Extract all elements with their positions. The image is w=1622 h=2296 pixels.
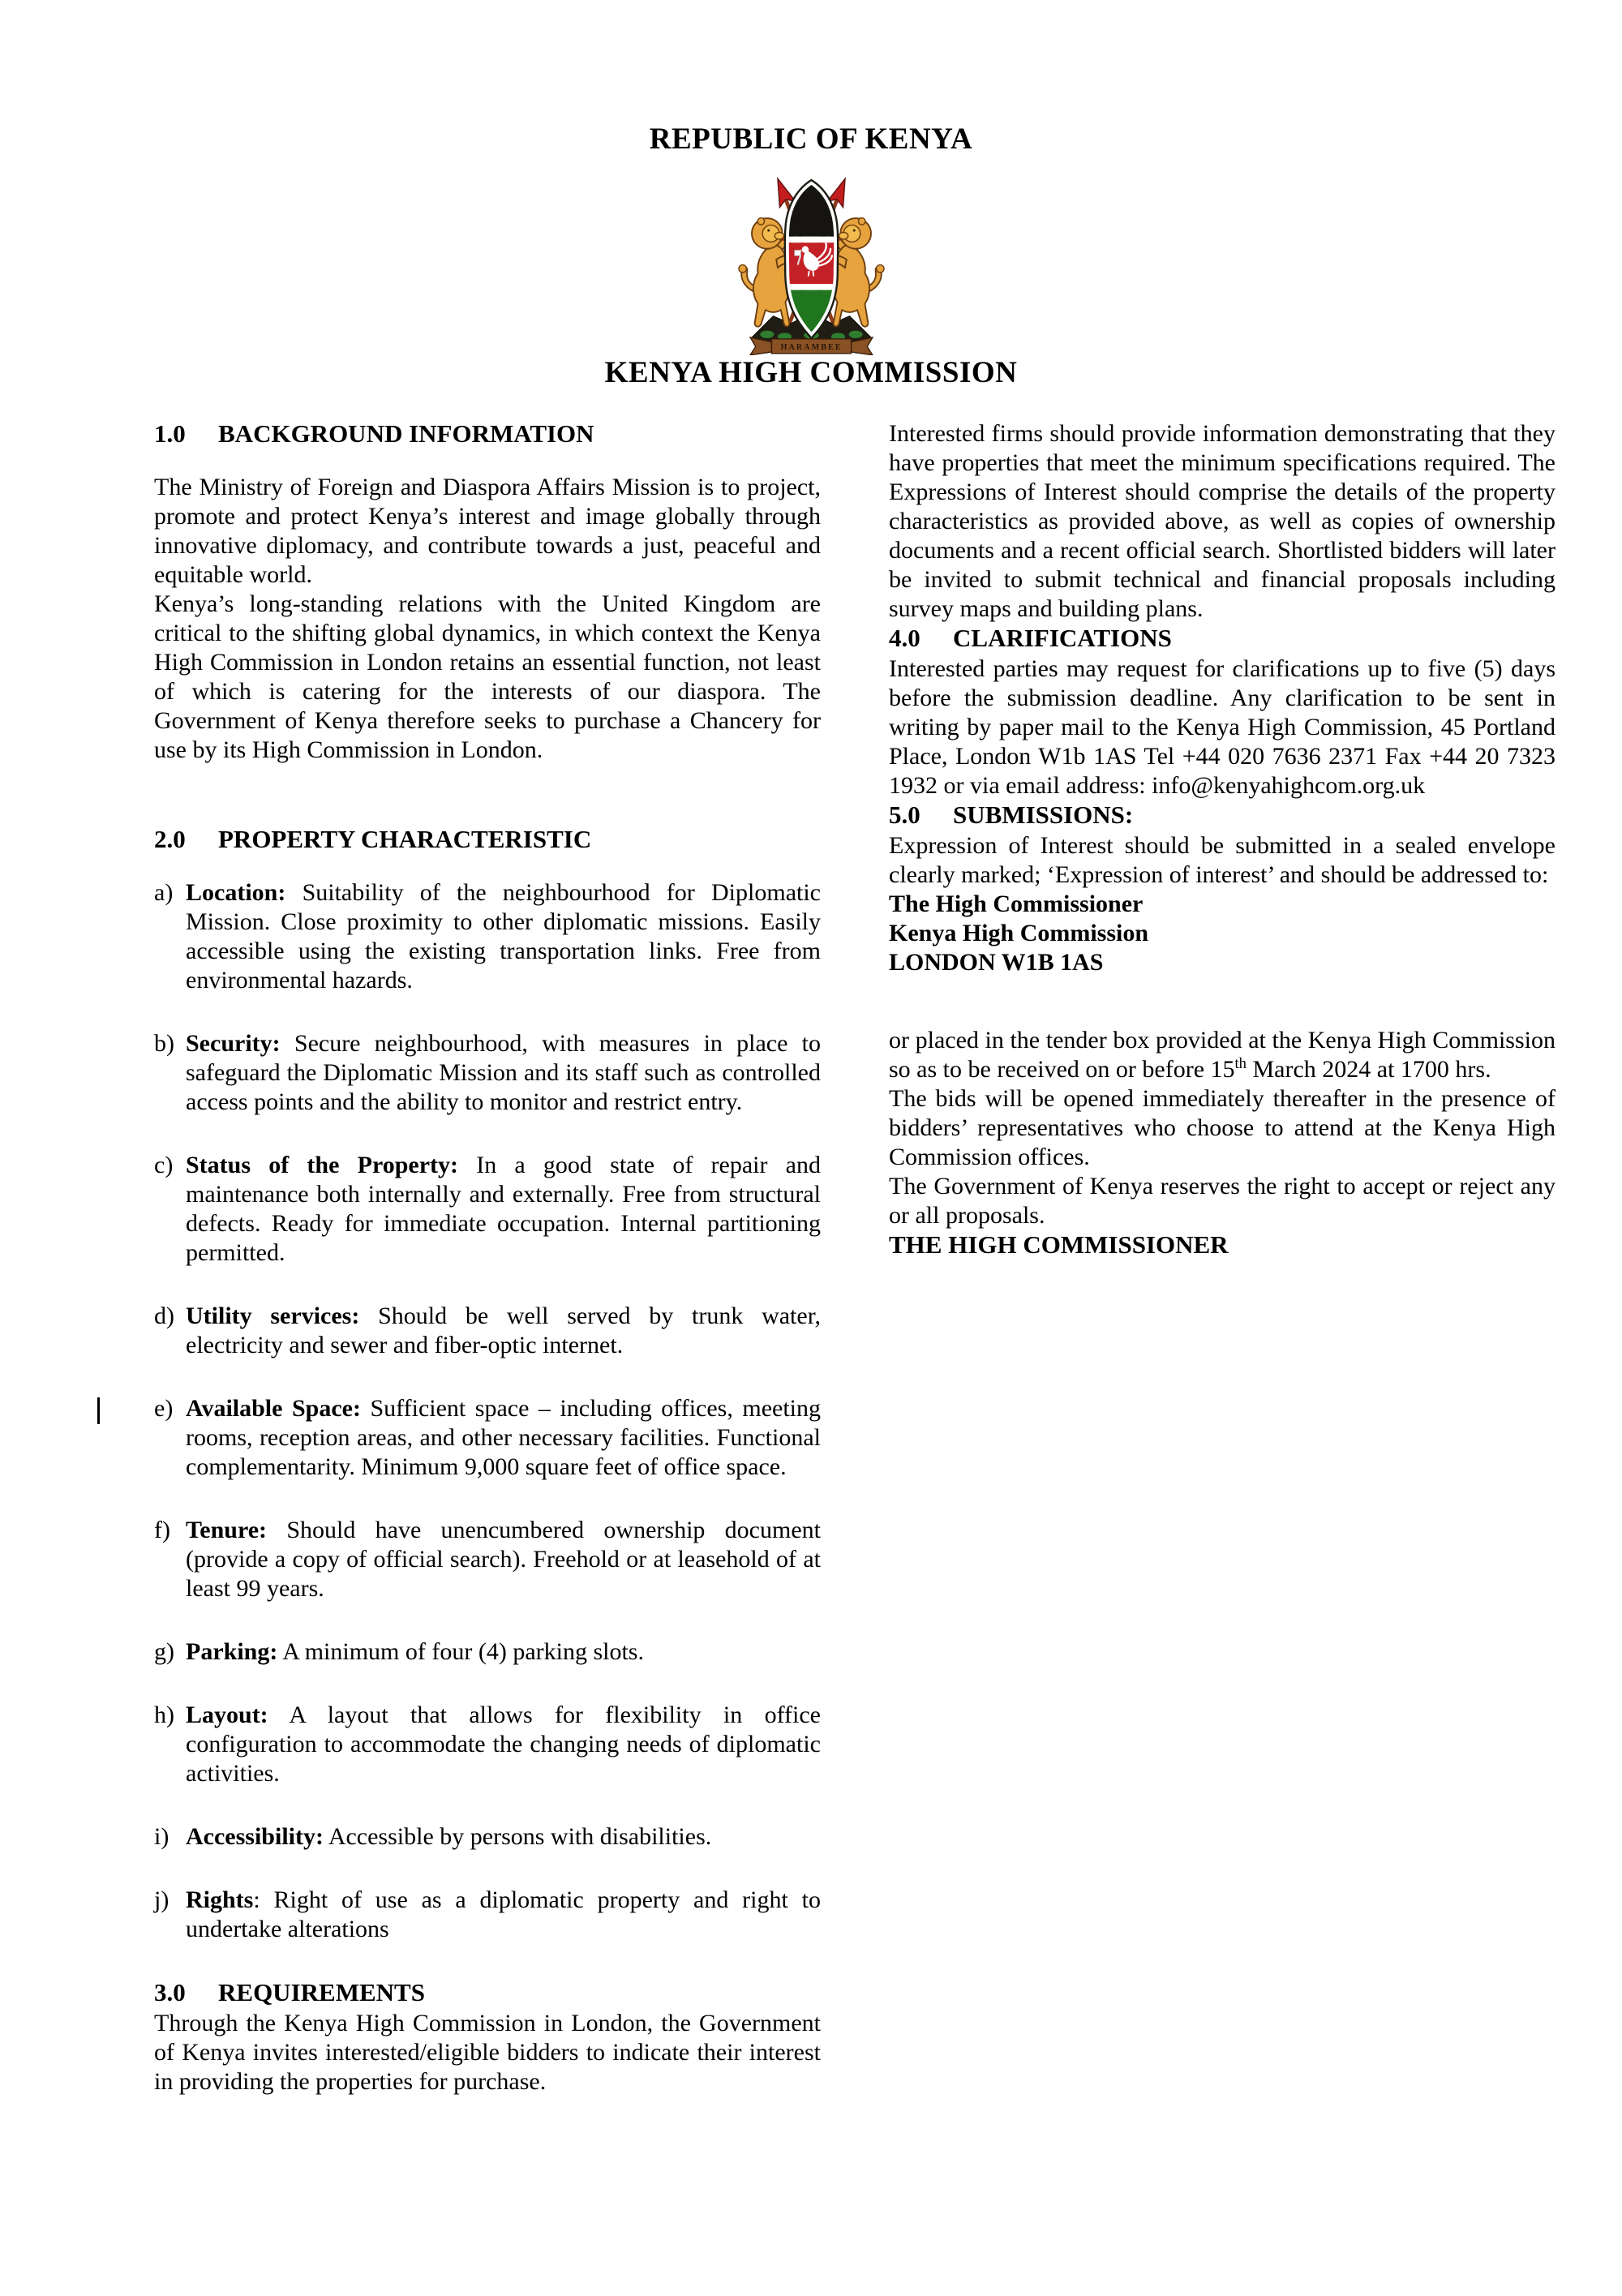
- section-number: 4.0: [889, 624, 920, 652]
- list-item-label: h): [154, 1702, 174, 1728]
- paragraph-interested-firms: Interested firms should provide information demonstrating that they have properties that meet the minimum specifications required. The Expressions of Interest should comprise the details of the property characteristics as provided above, as well as copies of ownership documents and a recent official search. Shortlisted bidders will later be invited to submit technical and financial proposals including survey maps and building plans.: [889, 420, 1555, 622]
- list-item-title: Rights: [186, 1886, 254, 1913]
- kenya-coat-of-arms: [712, 162, 911, 355]
- list-item-title: Layout:: [186, 1702, 268, 1728]
- list-item-title: Utility services:: [186, 1302, 360, 1329]
- list-item-rights: [154, 1886, 821, 1944]
- section-number: 1.0: [154, 419, 186, 448]
- section-heading-requirements: [154, 1978, 821, 2007]
- list-item-label: g): [154, 1638, 174, 1665]
- list-item-text: A minimum of four (4) parking slots.: [277, 1638, 644, 1665]
- list-item-label: f): [154, 1517, 170, 1543]
- address-line-commissioner: The High Commissioner: [889, 891, 1144, 917]
- section-heading-background-information: [154, 419, 821, 448]
- list-item-label: c): [154, 1152, 174, 1178]
- list-item-tenure: [154, 1516, 821, 1603]
- right-column: [889, 419, 1555, 1260]
- list-item-text: Should be well served by trunk water, electricity and sewer and fiber-optic internet.: [186, 1302, 821, 1358]
- section-heading-property-characteristic: [154, 825, 821, 854]
- list-item-title: Parking:: [186, 1638, 278, 1665]
- list-item-title: Security:: [186, 1030, 281, 1057]
- section-heading-clarifications: [889, 624, 1555, 653]
- paragraph-submissions: Expression of Interest should be submitted in a sealed envelope clearly marked; ‘Expression of interest’ and should be addressed to:: [889, 832, 1555, 888]
- list-item-text: In a good state of repair and maintenance both internally and externally. Free from structural defects. Ready for immediate occupation. Internal partitioning permitted.: [186, 1152, 821, 1266]
- list-item-text: Accessible by persons with disabilities.: [323, 1823, 712, 1850]
- list-item-title: Location:: [186, 879, 286, 906]
- list-item-label: d): [154, 1302, 174, 1329]
- list-item-parking: [154, 1637, 821, 1667]
- section-number: 2.0: [154, 825, 186, 853]
- section-heading-submissions: [889, 800, 1555, 830]
- list-item-title: Status of the Property:: [186, 1152, 459, 1178]
- list-item-text: Should have unencumbered ownership document (provide a copy of official search). Freehold or at leasehold of at least 99 years.: [186, 1517, 821, 1602]
- paragraph-rights-reserved: The Government of Kenya reserves the right to accept or reject any or all proposals.: [889, 1173, 1555, 1229]
- country-title: REPUBLIC OF KENYA: [649, 122, 973, 156]
- list-item-utility-services: [154, 1302, 821, 1360]
- list-item-title: Tenure:: [186, 1517, 268, 1543]
- section-title: SUBMISSIONS:: [953, 800, 1134, 829]
- section-number: 3.0: [154, 1978, 186, 2006]
- list-item-label: b): [154, 1030, 174, 1057]
- address-block: [889, 890, 1555, 977]
- section-number: 5.0: [889, 800, 920, 829]
- paragraph-uk-relations: Kenya’s long-standing relations with the United Kingdom are critical to the shifting global dynamics, in which context the Kenya High Commission in London retains an essential function, not least of which is catering for the interests of our diaspora. The Government of Kenya therefore seeks to purchase a Chancery for use by its High Commission in London.: [154, 590, 821, 763]
- paragraph-tender-box: [889, 1026, 1555, 1084]
- motto-text: HARAMBEE: [780, 343, 843, 353]
- list-item-text: Secure neighbourhood, with measures in place to safeguard the Diplomatic Mission and its staff such as controlled access points and the ability to monitor and restrict entry.: [186, 1030, 821, 1115]
- list-item-security: [154, 1029, 821, 1117]
- list-item-location: [154, 878, 821, 995]
- org-title: KENYA HIGH COMMISSION: [604, 356, 1018, 389]
- list-item-text: : Right of use as a diplomatic property and right to undertake alterations: [186, 1886, 821, 1942]
- list-item-label: i): [154, 1823, 169, 1850]
- list-item-text: A layout that allows for flexibility in office configuration to accommodate the changing needs of diplomatic activities.: [186, 1702, 821, 1787]
- left-column: [154, 419, 821, 2096]
- list-item-title: Available Space:: [186, 1395, 361, 1422]
- paragraph-bid-opening: The bids will be opened immediately thereafter in the presence of bidders’ representatives who choose to attend at the Kenya High Commission offices.: [889, 1085, 1555, 1170]
- section-title: CLARIFICATIONS: [953, 624, 1172, 652]
- section-title: REQUIREMENTS: [218, 1978, 425, 2006]
- list-item-label: a): [154, 879, 174, 906]
- section-title: BACKGROUND INFORMATION: [218, 419, 594, 448]
- list-item-layout: [154, 1701, 821, 1788]
- maasai-shield: [781, 178, 842, 337]
- tender-box-text: or placed in the tender box provided at the Kenya High Commission so as to be received on or before 15: [889, 1027, 1555, 1083]
- list-item-title: Accessibility:: [186, 1823, 324, 1850]
- paragraph-clarifications: Interested parties may request for clarifications up to five (5) days before the submission deadline. Any clarification to be sent in writing by paper mail to the Kenya High Commission, 45 Portland Place, London W1b 1AS Tel +44 020 7636 2371 Fax +44 20 7323 1932 or via email address: info@kenyahighcom.org.uk: [889, 655, 1555, 799]
- list-item-text: Sufficient space – including offices, meeting rooms, reception areas, and other necessary facilities. Functional complementarity. Minimum 9,000 square feet of office space.: [186, 1395, 822, 1480]
- paragraph-ministry-mission: The Ministry of Foreign and Diaspora Affairs Mission is to project, promote and protect Kenya’s interest and image globally through innovative diplomacy, and contribute towards a just, peaceful and equitable world.: [154, 474, 821, 588]
- list-item-status-of-property: [154, 1151, 821, 1268]
- ordinal-superscript: th: [1234, 1055, 1247, 1072]
- address-line-commission: Kenya High Commission: [889, 920, 1149, 946]
- signoff-high-commissioner: THE HIGH COMMISSIONER: [889, 1230, 1229, 1259]
- address-line-postcode: LONDON W1B 1AS: [889, 949, 1104, 976]
- list-item-available-space: [154, 1394, 821, 1482]
- tender-box-text-continued: March 2024 at 1700 hrs.: [1246, 1056, 1491, 1083]
- list-item-accessibility: [154, 1822, 821, 1852]
- list-item-text: Suitability of the neighbourhood for Diplomatic Mission. Close proximity to other diplomatic missions. Easily accessible using the existing transportation links. Free from environmental hazards.: [186, 879, 821, 994]
- list-item-label: j): [154, 1886, 169, 1913]
- list-item-label: e): [154, 1395, 174, 1422]
- section-title: PROPERTY CHARACTERISTIC: [218, 825, 592, 853]
- paragraph-requirements: Through the Kenya High Commission in London, the Government of Kenya invites interested/eligible bidders to indicate their interest in providing the properties for purchase.: [154, 2010, 821, 2095]
